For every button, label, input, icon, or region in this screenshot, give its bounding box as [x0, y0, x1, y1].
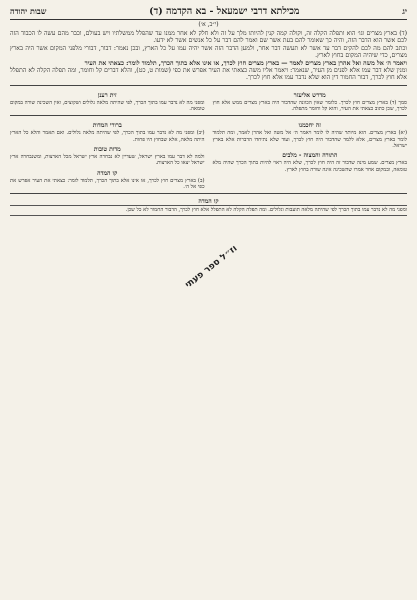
commentary-row-1	[10, 89, 407, 113]
commentary-text: סמך (ד) בארץ מצרים חוץ לכרך. כלומר שאין הכוונה שהדבור היה בארץ מצרים ממש אלא חוץ לכרך, שכן כתוב כצאתי את העיר, והוא קל וחומר מתפלה.	[212, 99, 407, 113]
commentary-text: (יא) בארץ מצרים. הוא מיותר שהיה לו לומר ויאמר ה׳ אל משה ואל אהרן לאמר, ומה תלמוד לומר בארץ מצרים, אלא ללמד שהדבור היה חוץ לכרך, ועוד שלא נתיחדו הדברות אלא בארץ ישראל.	[212, 130, 407, 150]
divider	[10, 85, 407, 86]
divider	[10, 193, 407, 194]
running-head-left: שבות יהודה	[10, 6, 47, 16]
commentary-left	[10, 89, 205, 113]
page-title: מכילתא דרבי ישמעאל - בא הקדמה (ד)	[149, 6, 300, 17]
section-title: התורה והמצוה - מלבים	[282, 152, 338, 160]
main-paragraph: (ד) בארץ מצרים וגו׳ הוא ותפלה הקלה זה, וקולה קמה קנין להיותו מלך על זה ולא חלק לא אחר ממנו עד שהפלל ממשלתיו ויש בעולם, וכבר מהם עשה לו הכבוד הזה לכם אשר הוא הדבר הזה, והיה כך שאומר להם בעת אשר שם ואמר להם דבר על כל אנשים אשר לא ידעו.	[10, 30, 407, 45]
verse-reference: (י״ב, א׳)	[198, 21, 219, 28]
section-title: זית רענן	[97, 91, 117, 99]
page-header	[10, 6, 407, 20]
commentary-text: ומפני מה לא נדבר עמו בתוך הכרך, לפי שהיתה מלאה גלולים ושקוצים, ואין השכינה שורה במקום טומאה.	[10, 99, 205, 113]
page-number: יג	[402, 6, 407, 16]
section-title: מדות טובות	[93, 146, 121, 154]
commentary-text: בארץ מצרים. שמע מינה שדבור זה היה חוץ לכרך, שלא היה ראוי להיות בתוך הכרך שהיה מלא טומאה, ובמקום אחר אמרו שהשכינה אינה שורה בחוץ לארץ.	[212, 160, 407, 173]
commentary-right	[213, 89, 408, 113]
section-title: מדרש אליעזר	[293, 91, 326, 99]
commentary-left	[10, 119, 205, 190]
section-title: זה יחכמנו	[298, 122, 321, 130]
commentary-text: ולמה לא דבר עמו בארץ ישראל, שעדיין לא נבחרה ארץ ישראל מכל הארצות, ומשנבחרה ארץ ישראל יצאו כל הארצות.	[10, 154, 205, 167]
highlight-line: ויאמר ה׳ אל משה ואל אהרן בארץ מצרים לאמר — בארץ מצרים חוץ לכרך, או אינו אלא בתוך הכרך, תלמוד לומר: כצאתי את העיר	[84, 59, 407, 67]
commentary-text: (יב) ומפני מה לא נדבר עמו בתוך הכרך, לפי שהיתה מלאה גלולים. ואם תאמר והלא כל הארץ היתה מלאה, אלא שבחוץ היו פחות.	[10, 130, 205, 143]
section-title: קו המדה	[97, 169, 118, 177]
commentary-right	[213, 119, 408, 190]
section-title: קו המדה	[198, 198, 219, 206]
bottom-commentary-text: ומפני מה לא נדבר עמו בתוך הכרך לפי שהיתה מלאה תועבות וגלולים. ומה תפלה הקלה לא התפלל אלא חוץ לכרך, הדבור החמור לא כל שכן.	[10, 205, 407, 215]
main-paragraph: ומנין שלא דבר עמו אלא לפנים מן העיר, שנאמר: ויאמר אליו משה כצאתי את העיר אפרש את כפי (שמות ט, כט), והלא דברים קל וחומר, ומה תפלה הקלה לא התפלל אלא חוץ לכרך, דבור החמור דין הוא שלא נדבר עמו אלא חוץ לכרך.	[10, 67, 407, 82]
commentary-row-2	[10, 119, 407, 190]
library-stamp: וז״ל ספר פעתי	[183, 243, 240, 291]
section-title: ברורי המדות	[92, 122, 122, 130]
divider	[10, 115, 407, 116]
main-paragraph: וכתב להם מה לכם להקים דבר עד אשר לא תעשה דבר אחר, ולמען הדבר הזה אשר יהיה עמו על כל הארץ, ובכן נאמר: דבור, דבורי מלפני המקום אשר היה בארץ מצרים, כדי שיהיה המקום בחוץ לארץ.	[10, 44, 407, 60]
commentary-text: (ב) בארץ מצרים חוץ לכרך, או אינו אלא בתוך הכרך, תלמוד לומר: כצאתי את העיר אפרש את כפי אל ה׳.	[10, 177, 205, 190]
main-text-block	[10, 30, 407, 82]
